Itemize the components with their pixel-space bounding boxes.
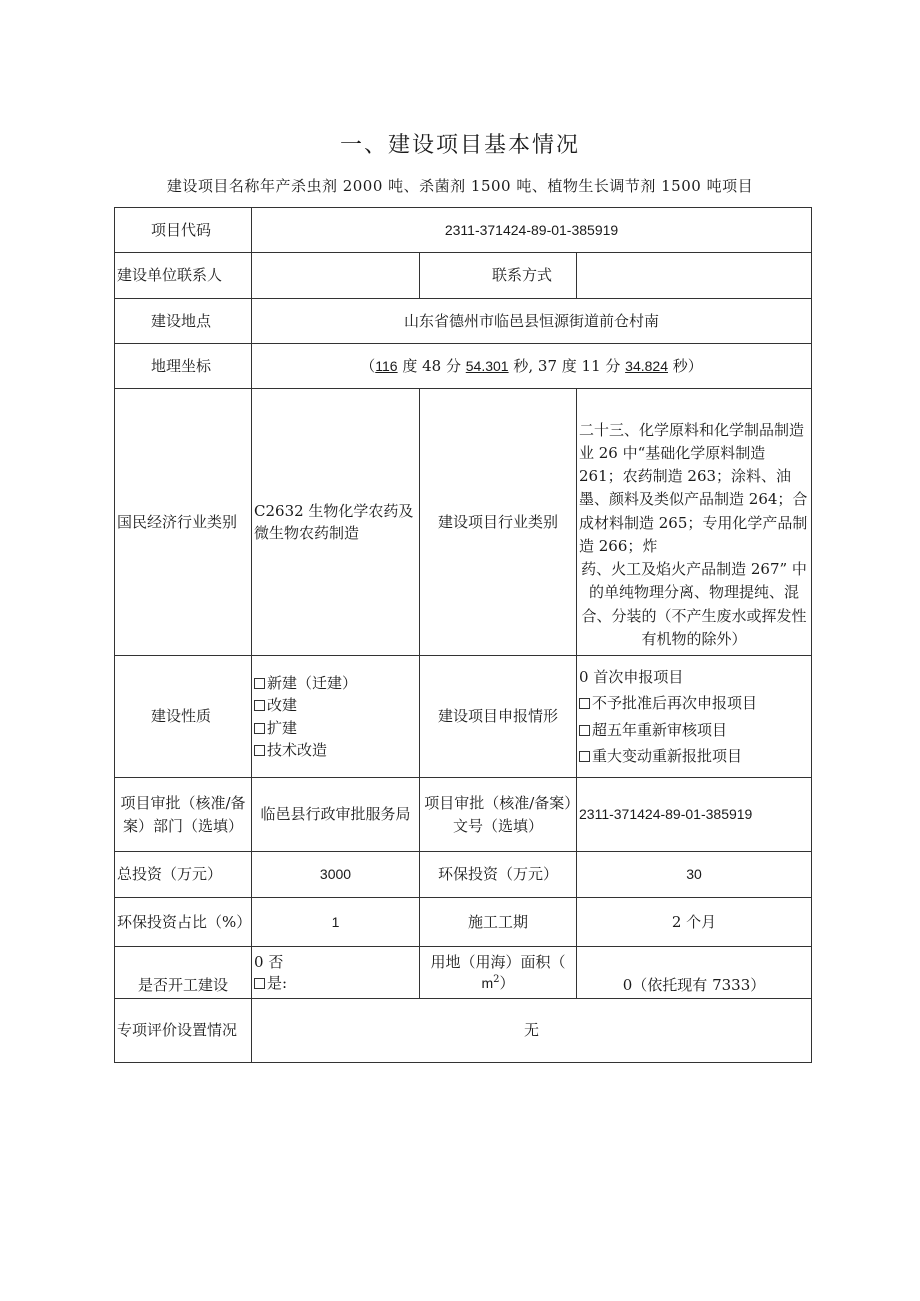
industry-label: 国民经济行业类别	[115, 389, 252, 656]
contact-label: 建设单位联系人	[115, 253, 252, 299]
declare-option-five-year[interactable]: 超五年重新审核项目	[579, 717, 809, 743]
row-approval	[115, 778, 812, 852]
project-name-value: 年产杀虫剂 2000 吨、杀菌剂 1500 吨、植物生长调节剂 1500 吨项目	[259, 177, 754, 195]
declare-label: 建设项目申报情形	[420, 656, 577, 778]
checkbox-icon	[254, 745, 265, 756]
coordinates-value	[252, 344, 812, 389]
declare-first-mark: 0	[579, 668, 589, 686]
row-special	[115, 999, 812, 1063]
checkbox-icon	[579, 751, 590, 762]
period-value: 2 个月	[577, 898, 812, 947]
coord-mid: 秒, 37 度 11 分	[508, 356, 626, 375]
investment-label: 总投资（万元）	[115, 852, 252, 898]
nature-option-expand[interactable]: 扩建	[254, 717, 417, 740]
coord-lon-sec: 54.301	[465, 357, 509, 374]
basic-info-table	[114, 207, 812, 1063]
row-started	[115, 947, 812, 999]
row-location	[115, 299, 812, 344]
row-coordinates	[115, 344, 812, 389]
special-value: 无	[252, 999, 812, 1063]
env-investment-value: 30	[577, 852, 812, 898]
row-nature	[115, 656, 812, 778]
approval-label: 项目审批（核准/备案）部门（选填）	[115, 778, 252, 852]
contact-method-label: 联系方式	[420, 253, 577, 299]
row-project-code	[115, 208, 812, 253]
declare-option-major-change[interactable]: 重大变动重新报批项目	[579, 743, 809, 769]
checkbox-icon	[254, 700, 265, 711]
industry-value: C2632 生物化学农药及微生物农药制造	[252, 389, 420, 656]
started-option-yes[interactable]: 是:	[254, 973, 417, 994]
industry-category-value	[577, 389, 812, 656]
started-options	[252, 947, 420, 999]
approval-doc-value: 2311-371424-89-01-385919	[577, 778, 812, 852]
industry-category-label: 建设项目行业类别	[420, 389, 577, 656]
checkbox-icon	[254, 978, 265, 989]
env-investment-label: 环保投资（万元）	[420, 852, 577, 898]
nature-option-tech[interactable]: 技术改造	[254, 739, 417, 762]
ratio-label: 环保投资占比（%）	[115, 898, 252, 947]
checkbox-icon	[254, 678, 265, 689]
started-option-no[interactable]: 0 否	[254, 952, 284, 971]
row-ratio	[115, 898, 812, 947]
coord-lon-rest: 度 48 分	[397, 356, 466, 375]
area-label: 用地（用海）面积（ $m^2$）	[420, 947, 577, 999]
project-name-line	[0, 175, 920, 196]
nature-label: 建设性质	[115, 656, 252, 778]
checkbox-icon	[579, 698, 590, 709]
contact-method-value	[577, 253, 812, 299]
ratio-value: 1	[252, 898, 420, 947]
special-label: 专项评价设置情况	[115, 999, 252, 1063]
checkbox-icon	[579, 725, 590, 736]
area-value: 0（依托现有 7333）	[577, 947, 812, 999]
project-code-label: 项目代码	[115, 208, 252, 253]
declare-option-resubmit[interactable]: 不予批准后再次申报项目	[579, 690, 809, 716]
started-label: 是否开工建设	[115, 947, 252, 999]
declare-options	[577, 656, 812, 778]
row-industry	[115, 389, 812, 656]
coord-lat-sec: 34.824	[625, 357, 668, 374]
period-label: 施工工期	[420, 898, 577, 947]
nature-option-rebuild[interactable]: 改建	[254, 694, 417, 717]
contact-value	[252, 253, 420, 299]
coord-open: （	[360, 356, 376, 375]
investment-value: 3000	[252, 852, 420, 898]
coord-lon-deg: 116	[375, 357, 398, 374]
page-title: 一、建设项目基本情况	[339, 133, 580, 158]
declare-option-first[interactable]: 0 首次申报项目	[579, 668, 684, 686]
coord-close: 秒）	[667, 356, 703, 375]
row-contact	[115, 253, 812, 299]
location-value: 山东省德州市临邑县恒源街道前仓村南	[252, 299, 812, 344]
approval-value: 临邑县行政审批服务局	[252, 778, 420, 852]
project-name-label: 建设项目名称	[166, 177, 260, 195]
location-label: 建设地点	[115, 299, 252, 344]
checkbox-icon	[254, 723, 265, 734]
nature-options	[252, 656, 420, 778]
coordinates-label: 地理坐标	[115, 344, 252, 389]
approval-doc-label: 项目审批（核准/备案）文号（选填）	[420, 778, 577, 852]
nature-option-new[interactable]: 新建（迁建）	[254, 672, 417, 695]
project-code-value: 2311-371424-89-01-385919	[252, 208, 812, 253]
industry-category-text-b: 药、火工及焰火产品制造 267” 中的单纯物理分离、物理提纯、混合、分装的（不产生废水或挥发性有机物的除外）	[581, 560, 807, 648]
industry-category-text-a: 二十三、化学原料和化学制品制造业 26 中“基础化学原料制造 261；农药制造 263；涂料、油墨、颜料及类似产品制造 264；合成材料制造 265；专用化学产品制造 266；炸	[579, 420, 808, 555]
row-investment	[115, 852, 812, 898]
